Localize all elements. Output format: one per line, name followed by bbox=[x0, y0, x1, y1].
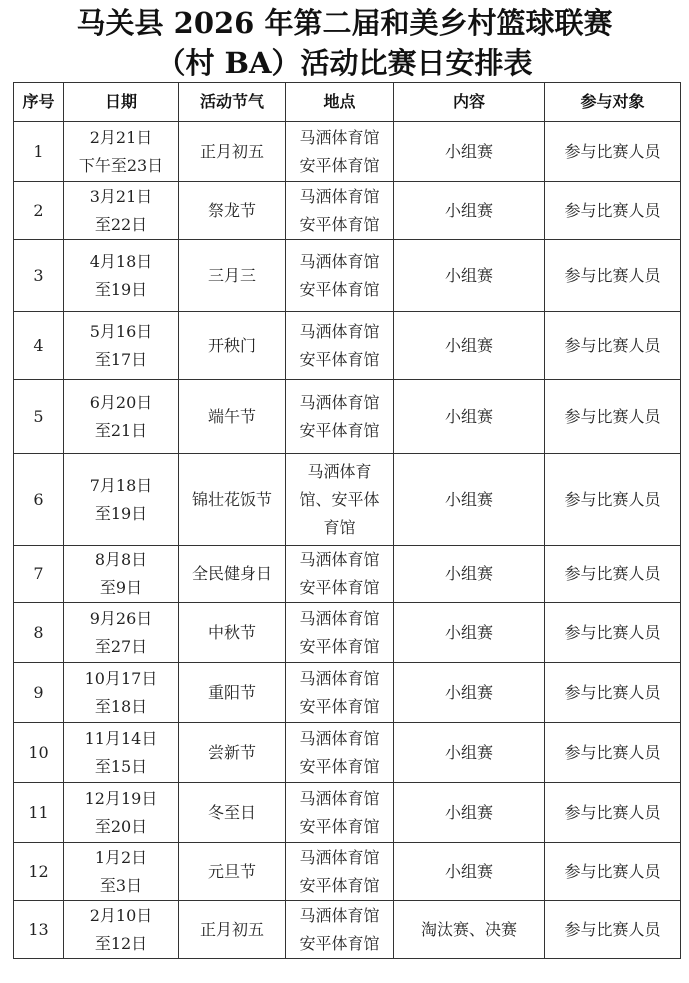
column-header-participants: 参与对象 bbox=[545, 83, 681, 122]
content-cell bbox=[394, 122, 545, 182]
festival-cell bbox=[179, 603, 286, 663]
festival-cell bbox=[179, 122, 286, 182]
participants-cell-text: 参与比赛人员 bbox=[564, 265, 661, 285]
venue-cell bbox=[286, 843, 394, 901]
venue-cell-text: 安平体育馆 bbox=[299, 696, 380, 716]
participants-cell-text: 参与比赛人员 bbox=[564, 335, 661, 355]
date-cell-text: 至27日 bbox=[94, 636, 148, 656]
content-cell bbox=[394, 603, 545, 663]
festival-cell-text: 端午节 bbox=[207, 406, 256, 426]
participants-cell-text: 参与比赛人员 bbox=[564, 682, 661, 702]
participants-cell-text: 参与比赛人员 bbox=[564, 564, 661, 583]
date-cell-text: 至19日 bbox=[94, 279, 148, 299]
content-cell bbox=[394, 843, 545, 901]
venue-cell bbox=[286, 603, 394, 663]
venue-cell-text: 马洒体育馆 bbox=[299, 668, 380, 688]
venue-cell-text: 马洒体育馆 bbox=[299, 127, 380, 147]
date-cell-text: 10月17日 bbox=[84, 668, 158, 688]
festival-cell bbox=[179, 240, 286, 312]
row-number-cell bbox=[14, 122, 64, 182]
date-cell bbox=[64, 454, 179, 546]
table-row bbox=[14, 663, 681, 723]
participants-cell-text: 参与比赛人员 bbox=[564, 742, 661, 762]
festival-cell bbox=[179, 182, 286, 240]
table-row bbox=[14, 843, 681, 901]
festival-cell bbox=[179, 783, 286, 843]
content-cell bbox=[394, 783, 545, 843]
content-cell-text: 小组赛 bbox=[444, 141, 493, 161]
date-cell-text: 至18日 bbox=[94, 696, 148, 716]
row-number-cell bbox=[14, 312, 64, 380]
festival-cell bbox=[179, 312, 286, 380]
table-row bbox=[14, 312, 681, 380]
venue-cell-text: 马洒体育馆 bbox=[299, 392, 380, 412]
date-cell-text: 至17日 bbox=[94, 349, 148, 369]
date-cell bbox=[64, 312, 179, 380]
column-header-content: 内容 bbox=[394, 83, 545, 122]
date-cell-text: 3月21日 bbox=[89, 186, 153, 206]
row-number-cell-text: 10 bbox=[28, 742, 49, 762]
date-cell-text: 至15日 bbox=[94, 756, 148, 776]
festival-cell-text: 锦壮花饭节 bbox=[191, 489, 272, 509]
content-cell bbox=[394, 380, 545, 454]
row-number-cell-text: 1 bbox=[33, 141, 44, 161]
row-number-cell bbox=[14, 663, 64, 723]
festival-cell bbox=[179, 723, 286, 783]
date-cell-text: 至22日 bbox=[94, 214, 148, 234]
venue-cell-text: 安平体育馆 bbox=[299, 636, 380, 656]
schedule-table bbox=[13, 82, 681, 959]
document-title-line-1: 马关县 2026 年第二届和美乡村篮球联赛 bbox=[76, 6, 613, 40]
festival-cell bbox=[179, 454, 286, 546]
row-number-cell bbox=[14, 901, 64, 959]
participants-cell-text: 参与比赛人员 bbox=[564, 489, 661, 509]
participants-cell bbox=[545, 783, 681, 843]
date-cell bbox=[64, 901, 179, 959]
date-cell-text: 下午至23日 bbox=[78, 155, 164, 175]
content-cell-text: 小组赛 bbox=[444, 564, 493, 583]
festival-cell bbox=[179, 663, 286, 723]
participants-cell bbox=[545, 901, 681, 959]
column-header-festival: 活动节气 bbox=[179, 83, 286, 122]
row-number-cell-text: 9 bbox=[33, 682, 44, 702]
festival-cell-text: 开秧门 bbox=[207, 335, 256, 355]
table-row bbox=[14, 122, 681, 182]
table-row bbox=[14, 783, 681, 843]
venue-cell-text: 马洒体育馆 bbox=[299, 608, 380, 628]
participants-cell bbox=[545, 240, 681, 312]
venue-cell bbox=[286, 240, 394, 312]
content-cell bbox=[394, 901, 545, 959]
date-cell-text: 至9日 bbox=[99, 578, 143, 597]
content-cell-text: 小组赛 bbox=[444, 742, 493, 762]
table-row bbox=[14, 546, 681, 603]
participants-cell bbox=[545, 546, 681, 603]
content-cell bbox=[394, 312, 545, 380]
table-row bbox=[14, 901, 681, 959]
participants-cell bbox=[545, 454, 681, 546]
row-number-cell-text: 7 bbox=[33, 564, 44, 583]
content-cell-text: 小组赛 bbox=[444, 802, 493, 822]
venue-cell-text: 安平体育馆 bbox=[299, 420, 380, 440]
date-cell-text: 11月14日 bbox=[84, 728, 158, 748]
venue-cell-text: 馆、安平体 bbox=[299, 489, 380, 509]
content-cell-text: 小组赛 bbox=[444, 335, 493, 355]
festival-cell-text: 全民健身日 bbox=[191, 564, 272, 583]
row-number-cell-text: 13 bbox=[28, 919, 49, 939]
date-cell-text: 12月19日 bbox=[84, 788, 158, 808]
venue-cell-text: 安平体育馆 bbox=[299, 756, 380, 776]
festival-cell-text: 正月初五 bbox=[199, 141, 264, 161]
participants-cell bbox=[545, 380, 681, 454]
venue-cell-text: 马洒体育馆 bbox=[299, 321, 380, 341]
venue-cell-text: 马洒体育馆 bbox=[299, 728, 380, 748]
venue-cell-text: 马洒体育馆 bbox=[299, 251, 380, 271]
participants-cell bbox=[545, 603, 681, 663]
content-cell bbox=[394, 240, 545, 312]
date-cell-text: 2月21日 bbox=[89, 127, 153, 147]
venue-cell-text: 育馆 bbox=[323, 517, 356, 537]
table-row bbox=[14, 380, 681, 454]
date-cell-text: 5月16日 bbox=[89, 321, 153, 341]
row-number-cell bbox=[14, 546, 64, 603]
participants-cell-text: 参与比赛人员 bbox=[564, 861, 661, 881]
festival-cell-text: 元旦节 bbox=[207, 861, 256, 881]
content-cell-text: 小组赛 bbox=[444, 861, 493, 881]
participants-cell-text: 参与比赛人员 bbox=[564, 141, 661, 161]
participants-cell bbox=[545, 312, 681, 380]
participants-cell-text: 参与比赛人员 bbox=[564, 200, 661, 220]
row-number-cell-text: 3 bbox=[33, 265, 44, 285]
venue-cell-text: 安平体育馆 bbox=[299, 279, 380, 299]
venue-cell bbox=[286, 901, 394, 959]
venue-cell bbox=[286, 783, 394, 843]
content-cell-text: 小组赛 bbox=[444, 489, 493, 509]
venue-cell-text: 马洒体育馆 bbox=[299, 788, 380, 808]
participants-cell bbox=[545, 122, 681, 182]
participants-cell-text: 参与比赛人员 bbox=[564, 802, 661, 822]
venue-cell-text: 安平体育馆 bbox=[299, 933, 380, 953]
date-cell bbox=[64, 663, 179, 723]
date-cell bbox=[64, 603, 179, 663]
date-cell-text: 至21日 bbox=[94, 420, 148, 440]
date-cell-text: 8月8日 bbox=[94, 550, 148, 569]
venue-cell-text: 马洒体育馆 bbox=[299, 186, 380, 206]
content-cell-text: 小组赛 bbox=[444, 622, 493, 642]
venue-cell-text: 安平体育馆 bbox=[299, 875, 380, 895]
row-number-cell-text: 12 bbox=[28, 861, 49, 881]
row-number-cell-text: 4 bbox=[33, 335, 44, 355]
date-cell bbox=[64, 723, 179, 783]
date-cell-text: 2月10日 bbox=[89, 905, 153, 925]
row-number-cell bbox=[14, 603, 64, 663]
venue-cell-text: 马洒体育馆 bbox=[299, 847, 380, 867]
date-cell-text: 至19日 bbox=[94, 503, 148, 523]
festival-cell-text: 三月三 bbox=[207, 265, 256, 285]
participants-cell bbox=[545, 723, 681, 783]
content-cell-text: 淘汰赛、决赛 bbox=[420, 919, 517, 939]
venue-cell bbox=[286, 663, 394, 723]
table-row bbox=[14, 240, 681, 312]
participants-cell-text: 参与比赛人员 bbox=[564, 406, 661, 426]
date-cell-text: 至12日 bbox=[94, 933, 148, 953]
venue-cell-text: 马洒体育 bbox=[307, 461, 372, 481]
venue-cell-text: 马洒体育馆 bbox=[299, 905, 380, 925]
row-number-cell bbox=[14, 182, 64, 240]
column-header-number: 序号 bbox=[14, 83, 64, 122]
table-row bbox=[14, 454, 681, 546]
row-number-cell bbox=[14, 240, 64, 312]
content-cell bbox=[394, 723, 545, 783]
participants-cell-text: 参与比赛人员 bbox=[564, 622, 661, 642]
festival-cell bbox=[179, 380, 286, 454]
date-cell bbox=[64, 843, 179, 901]
festival-cell bbox=[179, 901, 286, 959]
table-row bbox=[14, 603, 681, 663]
participants-cell bbox=[545, 182, 681, 240]
column-header-venue: 地点 bbox=[286, 83, 394, 122]
participants-cell bbox=[545, 843, 681, 901]
festival-cell bbox=[179, 546, 286, 603]
date-cell-text: 6月20日 bbox=[89, 392, 153, 412]
table-row bbox=[14, 723, 681, 783]
content-cell bbox=[394, 454, 545, 546]
content-cell bbox=[394, 663, 545, 723]
table-body bbox=[14, 122, 681, 959]
festival-cell-text: 尝新节 bbox=[207, 742, 256, 762]
date-cell-text: 9月26日 bbox=[89, 608, 153, 628]
row-number-cell-text: 2 bbox=[33, 200, 44, 220]
festival-cell-text: 祭龙节 bbox=[207, 200, 256, 220]
date-cell bbox=[64, 182, 179, 240]
festival-cell bbox=[179, 843, 286, 901]
date-cell bbox=[64, 240, 179, 312]
document-title-line-2: （村 BA）活动比赛日安排表 bbox=[156, 46, 533, 80]
table-header-row bbox=[14, 83, 681, 122]
content-cell-text: 小组赛 bbox=[444, 406, 493, 426]
column-header-date: 日期 bbox=[64, 83, 179, 122]
row-number-cell-text: 8 bbox=[33, 622, 44, 642]
content-cell bbox=[394, 182, 545, 240]
date-cell bbox=[64, 783, 179, 843]
row-number-cell-text: 6 bbox=[33, 489, 44, 509]
row-number-cell bbox=[14, 380, 64, 454]
venue-cell-text: 马洒体育馆 bbox=[299, 550, 380, 569]
date-cell bbox=[64, 380, 179, 454]
venue-cell bbox=[286, 182, 394, 240]
row-number-cell bbox=[14, 723, 64, 783]
content-cell bbox=[394, 546, 545, 603]
venue-cell-text: 安平体育馆 bbox=[299, 578, 380, 597]
venue-cell-text: 安平体育馆 bbox=[299, 214, 380, 234]
venue-cell bbox=[286, 723, 394, 783]
festival-cell-text: 重阳节 bbox=[207, 682, 256, 702]
participants-cell bbox=[545, 663, 681, 723]
row-number-cell bbox=[14, 843, 64, 901]
festival-cell-text: 正月初五 bbox=[199, 919, 264, 939]
festival-cell-text: 冬至日 bbox=[207, 802, 256, 822]
content-cell-text: 小组赛 bbox=[444, 265, 493, 285]
venue-cell bbox=[286, 546, 394, 603]
date-cell-text: 至20日 bbox=[94, 816, 148, 836]
date-cell bbox=[64, 122, 179, 182]
venue-cell bbox=[286, 312, 394, 380]
venue-cell bbox=[286, 122, 394, 182]
venue-cell bbox=[286, 380, 394, 454]
date-cell-text: 7月18日 bbox=[89, 475, 153, 495]
content-cell-text: 小组赛 bbox=[444, 682, 493, 702]
table-row bbox=[14, 182, 681, 240]
content-cell-text: 小组赛 bbox=[444, 200, 493, 220]
date-cell bbox=[64, 546, 179, 603]
row-number-cell-text: 5 bbox=[33, 406, 44, 426]
date-cell-text: 4月18日 bbox=[89, 251, 153, 271]
row-number-cell bbox=[14, 454, 64, 546]
participants-cell-text: 参与比赛人员 bbox=[564, 919, 661, 939]
row-number-cell bbox=[14, 783, 64, 843]
date-cell-text: 1月2日 bbox=[94, 847, 148, 867]
date-cell-text: 至3日 bbox=[99, 875, 143, 895]
venue-cell bbox=[286, 454, 394, 546]
venue-cell-text: 安平体育馆 bbox=[299, 816, 380, 836]
festival-cell-text: 中秋节 bbox=[207, 622, 256, 642]
venue-cell-text: 安平体育馆 bbox=[299, 155, 380, 175]
row-number-cell-text: 11 bbox=[28, 802, 49, 822]
venue-cell-text: 安平体育馆 bbox=[299, 349, 380, 369]
